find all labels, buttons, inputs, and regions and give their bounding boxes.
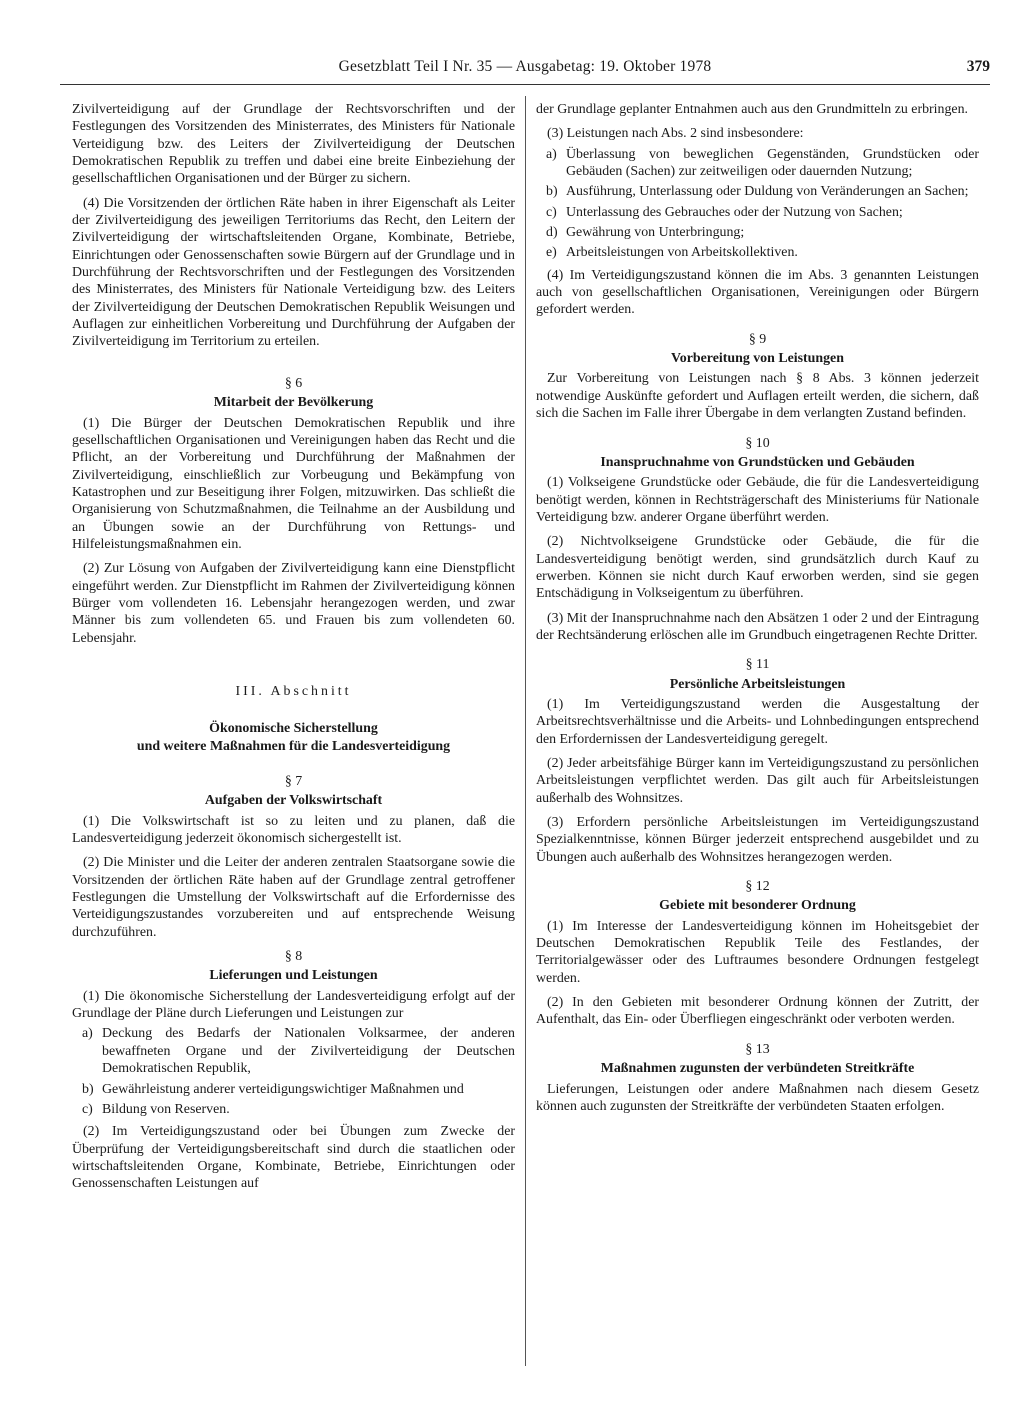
column-divider <box>525 96 526 1366</box>
section-title: Inanspruchnahme von Grundstücken und Gebäuden <box>600 454 915 470</box>
list-item <box>72 1025 515 1077</box>
chapter-title-line: und weitere Maßnahmen für die Landesverteidigung <box>136 738 451 754</box>
page-number: 379 <box>966 58 990 75</box>
paragraph: (2) Nichtvolkseigene Grundstücke oder Gebäude, die für die Landesverteidigung benötigt werden, sind grundsätzlich durch Kauf zu erwerben. Können sie nicht durch Kauf erworben werden, sind sie gegen Entschädigung in Volkseigentum zu überführen. <box>536 534 979 602</box>
list-label: a) <box>82 1026 93 1042</box>
section-title: Persönliche Arbeitsleistungen <box>669 676 846 692</box>
list-label: a) <box>546 146 557 162</box>
list-item <box>536 224 979 241</box>
header-title: Gesetzblatt Teil I Nr. 35 — Ausgabetag: 19. Oktober 1978 <box>338 58 712 75</box>
section-number: § 9 <box>748 331 767 347</box>
paragraph: (3) Leistungen nach Abs. 2 sind insbesondere: <box>547 126 804 142</box>
list-label: c) <box>546 204 557 220</box>
section-title: Vorbereitung von Leistungen <box>671 351 844 367</box>
section-number: § 13 <box>745 1041 770 1057</box>
paragraph: (1) Im Verteidigungszustand werden die Ausgestaltung der Arbeitsrechtsverhältnisse und die Arbeits- und Lohnbedingungen entsprechend den Erfordernissen der Landesverteidigung geregelt. <box>536 696 979 747</box>
paragraph: (2) Im Verteidigungszustand oder bei Übungen zum Zwecke der Überprüfung der Verteidigungsbereitschaft sind durch die staatlichen oder wirtschaftsleitenden Organe, Kombinate, Betriebe, Einrichtungen oder Genossenschaften Leistungen auf <box>72 1124 515 1192</box>
section-number: § 6 <box>284 375 303 391</box>
paragraph: Zur Vorbereitung von Leistungen nach § 8 Abs. 3 können jederzeit notwendige Auskünfte gefordert und Auflagen erteilt werden, die sichern, daß sich die Sachen im Falle ihrer Übergabe in dem verlangten Zustand befinden. <box>536 371 979 422</box>
paragraph-continuation: Zivilverteidigung auf der Grundlage der Rechtsvorschriften und der Festlegungen des Vorsitzenden des Ministerrates, des Ministers für Nationale Verteidigung bzw. des Leiters der Zivilverteidigung der Deutschen Demokratischen Republik zu treffen und dabei eine breite Einbeziehung der gesellschaftlichen Organisationen und der Bürger zu sichern. <box>72 102 515 187</box>
right-column <box>536 101 979 1122</box>
paragraph: (1) Die Volkswirtschaft ist so zu leiten und zu planen, daß die Landesverteidigung jederzeit ökonomisch sichergestellt ist. <box>72 813 515 847</box>
list-text: Gewährung von Unterbringung; <box>566 225 745 241</box>
paragraph: (4) Die Vorsitzenden der örtlichen Räte haben in ihrer Eigenschaft als Leiter der Zivilverteidigung des jeweiligen Territoriums das Recht, den Leitern der Zivilverteidigung der wirtschaftsleitenden Organe, Kombinate, Betriebe, Einrichtungen oder Genossenschaften sowie Bürgern auf der Grundlage und in Durchführung der Rechtsvorschriften und der Festlegungen des Vorsitzenden des Ministerrates, des Ministers für Nationale Verteidigung bzw. des Leiters der Zivilverteidigung der Deutschen Demokratischen Republik Weisungen und Auflagen zur einheitlichen Vorbereitung und Durchführung der Aufgaben der Zivilverteidigung im Territorium zu erteilen. <box>72 195 515 350</box>
paragraph: (1) Volkseigene Grundstücke oder Gebäude, die für die Landesverteidigung benötigt werden, können in Rechtsträgerschaft des Ministeriums für Nationale Verteidigung bzw. anderer Organe überführt werden. <box>536 475 979 525</box>
list-label: e) <box>546 245 557 261</box>
paragraph-continuation: der Grundlage geplanter Entnahmen auch aus den Grundmitteln zu erbringen. <box>536 102 969 117</box>
section-title: Mitarbeit der Bevölkerung <box>213 395 374 411</box>
list-text: Gewährleistung anderer verteidigungswichtiger Maßnahmen und <box>102 1081 464 1097</box>
chapter-title-line: Ökonomische Sicherstellung <box>209 721 378 737</box>
paragraph: (1) Im Interesse der Landesverteidigung können im Hoheitsgebiet der Deutschen Demokratischen Republik Teile des Festlandes, der Territorialgewässer oder des Luftraumes besondere Ordnungen festgelegt werden. <box>536 918 979 986</box>
paragraph: (1) Die Bürger der Deutschen Demokratischen Republik und ihre gesellschaftlichen Organisationen und Vereinigungen haben das Recht und die Pflicht, an der Vorbereitung und Durchführung der Maßnahmen der Zivilverteidigung, einschließlich zur Vorbeugung und Bekämpfung von Katastrophen und zur Beseitigung ihrer Folgen, mitzuwirken. Das schließt die Organisierung von Schutzmaßnahmen, die Teilnahme an der Ausbildung und an Übungen sowie an der Durchführung von Rettungs- und Hilfeleistungsmaßnahmen ein. <box>72 415 515 552</box>
list-text: Überlassung von beweglichen Gegenständen, Grundstücken oder Gebäuden (Sachen) zur zeitweiligen oder dauernden Nutzung; <box>566 146 979 180</box>
paragraph: (1) Die ökonomische Sicherstellung der Landesverteidigung erfolgt auf der Grundlage der Pläne durch Lieferungen und Leistungen zur <box>72 988 515 1022</box>
section-number: § 8 <box>284 949 303 965</box>
paragraph: (2) In den Gebieten mit besonderer Ordnung können der Zutritt, der Aufenthalt, das Ein- oder Überfliegen eingeschränkt oder verboten werden. <box>536 995 979 1028</box>
paragraph: (2) Die Minister und die Leiter der anderen zentralen Staatsorgane sowie die Vorsitzenden der örtlichen Räte haben auf der Grundlage zentral getroffener Festlegungen die Umstellung der Volkswirtschaft auf die Erfordernisse des Verteidigungszustandes vorzubereiten und auf entsprechende Weisung durchzuführen. <box>72 855 515 940</box>
list-item <box>72 1101 515 1118</box>
list-item <box>536 146 979 181</box>
list-text: Arbeitsleistungen von Arbeitskollektiven. <box>566 245 798 261</box>
paragraph: (4) Im Verteidigungszustand können die im Abs. 3 genannten Leistungen auch von gesellschaftlichen Organisationen, Vereinigungen oder Bürgern gefordert werden. <box>536 267 979 318</box>
section-number: § 7 <box>284 774 303 789</box>
paragraph: (3) Mit der Inanspruchnahme nach den Absätzen 1 oder 2 und der Eintragung der Rechtsänderung erlöschen alle im Grundbuch eingetragenen Rechte Dritter. <box>536 610 979 643</box>
section-number: § 11 <box>745 657 770 673</box>
paragraph: (3) Erfordern persönliche Arbeitsleistungen im Verteidigungszustand Spezialkenntnisse, können Bürger jederzeit entsprechend ausgebildet und zu Übungen auch außerhalb des Wohnsitzes herangezogen werden. <box>536 815 979 865</box>
page-header <box>60 58 990 85</box>
list-item <box>536 183 979 200</box>
list-label: b) <box>546 184 558 200</box>
section-title: Aufgaben der Volkswirtschaft <box>204 793 383 809</box>
list-text: Bildung von Reserven. <box>102 1101 230 1117</box>
list-text: Unterlassung des Gebrauches oder der Nutzung von Sachen; <box>566 204 903 220</box>
chapter-heading: III. Abschnitt <box>235 683 352 699</box>
left-column <box>72 101 515 1200</box>
list-text: Deckung des Bedarfs der Nationalen Volksarmee, der anderen bewaffneten Organe und der Zivilverteidigung der Deutschen Demokratischen Republik, <box>102 1026 515 1077</box>
section-title: Lieferungen und Leistungen <box>209 968 378 984</box>
paragraph: (2) Jeder arbeitsfähige Bürger kann im Verteidigungszustand zu persönlichen Arbeitsleistungen verpflichtet werden. Das gilt auch für Arbeitsleistungen außerhalb des Wohnsitzes. <box>536 756 979 806</box>
paragraph: (2) Zur Lösung von Aufgaben der Zivilverteidigung kann eine Dienstpflicht eingeführt werden. Zur Dienstpflicht im Rahmen der Zivilverteidigung können Bürger vom vollendeten 16. Lebensjahr herangezogen werden, und zwar Männer bis zum vollendeten 65. und Frauen bis zum vollendeten 60. Lebensjahr. <box>72 561 515 646</box>
list-text: Ausführung, Unterlassung oder Duldung von Veränderungen an Sachen; <box>566 184 969 200</box>
section-title: Gebiete mit besonderer Ordnung <box>659 898 856 914</box>
list-label: b) <box>82 1081 94 1097</box>
section-title: Maßnahmen zugunsten der verbündeten Streitkräfte <box>600 1061 915 1077</box>
list-label: d) <box>546 225 558 241</box>
list-item <box>72 1081 515 1098</box>
list-item <box>536 244 979 261</box>
paragraph: Lieferungen, Leistungen oder andere Maßnahmen nach diesem Gesetz können auch zugunsten der Streitkräfte der verbündeten Staaten erfolgen. <box>536 1081 979 1114</box>
list-label: c) <box>82 1101 93 1117</box>
section-number: § 12 <box>745 879 770 895</box>
section-number: § 10 <box>745 435 770 451</box>
list-item <box>536 204 979 221</box>
